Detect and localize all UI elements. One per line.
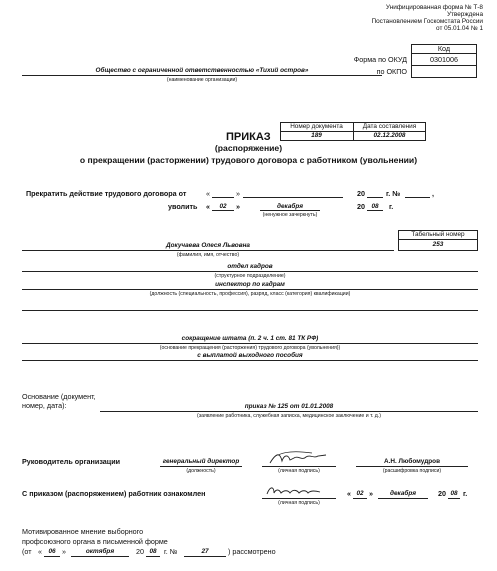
okud-label: Форма по ОКУД	[353, 55, 407, 64]
approval-authority-line: Постановлением Госкомстата России	[371, 18, 483, 25]
employee-signature	[264, 483, 330, 499]
form-number-line: Унифицированная форма № Т-8	[385, 4, 483, 11]
approval-date-line: от 05.01.04 № 1	[436, 25, 483, 32]
employee-name: Докучаева Олеся Львовна	[166, 242, 250, 249]
department: отдел кадров	[227, 263, 273, 270]
union-line-1: Мотивированное мнение выборного	[22, 527, 144, 536]
organization-caption: (наименование организации)	[166, 77, 238, 83]
head-signature	[268, 449, 330, 467]
terminate-label: Прекратить действие трудового договора от	[26, 189, 187, 198]
organization-name: Общество с ограниченной ответственностью «Тихий остров»	[95, 67, 309, 74]
acquainted-label: С приказом (распоряжением) работник ознакомлен	[22, 489, 206, 498]
head-position-caption: (должность)	[186, 468, 216, 474]
tab-number-header: Табельный номер	[411, 231, 465, 238]
acquainted-month: декабря	[390, 490, 416, 497]
head-position: генеральный директор	[162, 458, 240, 465]
dismiss-month: декабря	[277, 203, 303, 210]
employee-name-caption: (фамилия, имя, отчество)	[176, 252, 240, 258]
termination-reason-caption: (основание прекращения (расторжения) трудового договора (увольнения))	[159, 345, 341, 351]
doc-date-header: Дата составления	[362, 123, 417, 130]
okpo-label: по ОКПО	[376, 67, 407, 76]
union-line-2: профсоюзного органа в письменной форме	[22, 537, 168, 546]
basis-caption: (заявление работника, служебная записка, медицинское заключение и т. д.)	[197, 413, 381, 419]
position-caption: (должность (специальность, профессия), разряд, класс (категория) квалификации)	[149, 291, 351, 297]
head-name-caption: (расшифровка подписи)	[382, 468, 442, 474]
approved-line: Утверждена	[446, 11, 483, 18]
union-number: 27	[201, 548, 209, 555]
basis-value: приказ № 125 от 01.01.2008	[244, 403, 334, 410]
acquainted-year: 08	[450, 490, 458, 497]
doc-date-value: 02.12.2008	[373, 132, 406, 139]
department-caption: (структурное подразделение)	[214, 273, 286, 279]
code-header: Код	[437, 44, 451, 53]
okud-code-value: 0301006	[430, 55, 458, 64]
doc-number-header: Номер документа	[290, 123, 343, 130]
dismiss-label: уволить	[168, 202, 198, 211]
position: инспектор по кадрам	[215, 281, 285, 288]
basis-label-2: номер, дата):	[22, 401, 67, 410]
union-day: 06	[48, 548, 56, 555]
order-subtitle: (распоряжение)	[214, 143, 283, 153]
head-label: Руководитель организации	[22, 457, 121, 466]
union-year: 08	[149, 548, 157, 555]
termination-reason: сокращение штата (п. 2 ч. 1 ст. 81 ТК РФ)	[181, 335, 319, 342]
head-name: А.Н. Любомудров	[383, 458, 440, 465]
doc-number-value: 189	[311, 132, 322, 139]
termination-extra: с выплатой выходного пособия	[197, 352, 303, 359]
employee-signature-caption: (личная подпись)	[278, 500, 320, 506]
basis-label-1: Основание (документ,	[22, 392, 96, 401]
order-title: ПРИКАЗ	[226, 131, 271, 143]
tab-number-value: 253	[432, 241, 444, 248]
order-description: о прекращении (расторжении) трудового договора с работником (увольнении)	[79, 155, 418, 165]
acquainted-day: 02	[356, 490, 364, 497]
dismiss-day: 02	[219, 203, 227, 210]
dismiss-year: 08	[371, 203, 379, 210]
dismiss-caption: (ненужное зачеркнуть)	[262, 212, 318, 218]
union-month: октября	[85, 548, 115, 555]
head-signature-caption: (личная подпись)	[278, 468, 320, 474]
